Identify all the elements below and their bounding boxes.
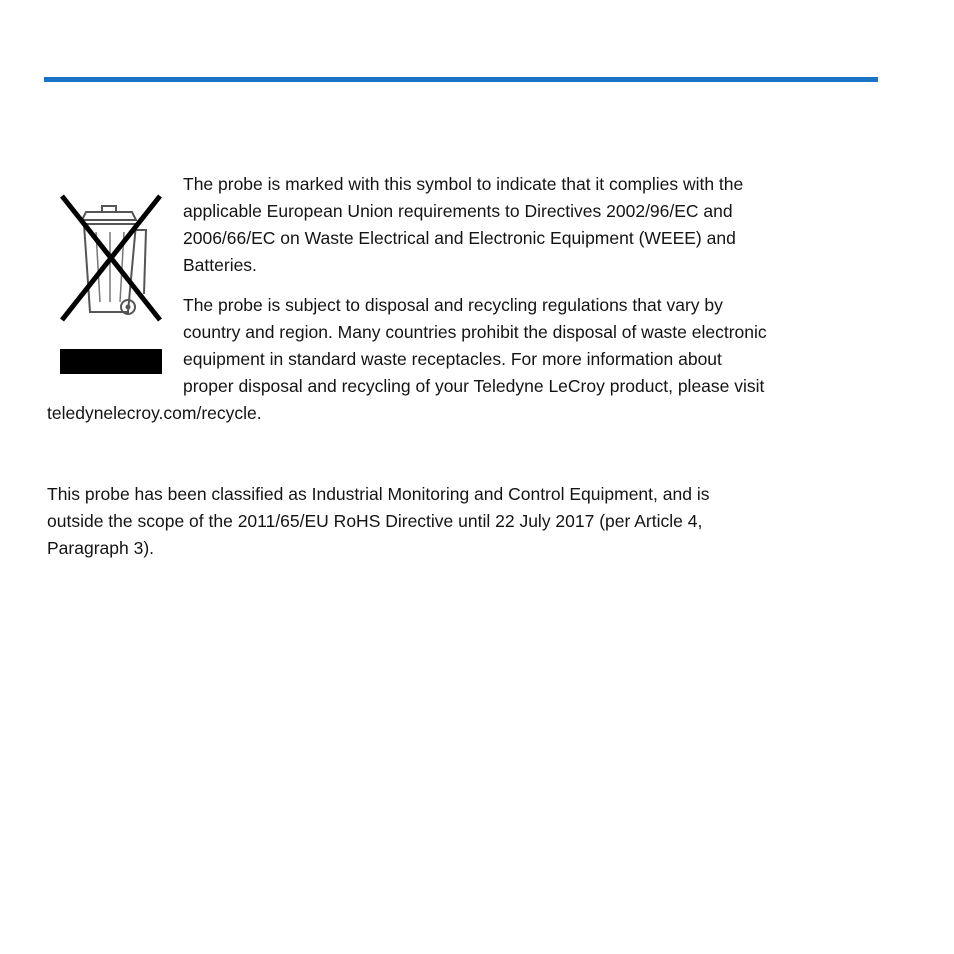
header-rule bbox=[44, 77, 878, 82]
weee-paragraph2-line-4: proper disposal and recycling of your Teledyne LeCroy product, please visit bbox=[183, 376, 765, 396]
recycle-url: teledynelecroy.com/recycle. bbox=[47, 403, 262, 423]
weee-paragraph2-line-3: equipment in standard waste receptacles. For more information about bbox=[183, 349, 722, 369]
weee-paragraph1-line-1: The probe is marked with this symbol to indicate that it complies with the bbox=[183, 174, 744, 194]
rohs-line-1: This probe has been classified as Industrial Monitoring and Control Equipment, and is bbox=[47, 484, 710, 504]
weee-paragraph1-line-3: 2006/66/EC on Waste Electrical and Electronic Equipment (WEEE) and bbox=[183, 228, 736, 248]
rohs-line-3: Paragraph 3). bbox=[47, 538, 155, 558]
weee-paragraph1-line-2: applicable European Union requirements to Directives 2002/96/EC and bbox=[183, 201, 733, 221]
rohs-line-2: outside the scope of the 2011/65/EU RoHS Directive until 22 July 2017 (per Article 4, bbox=[47, 511, 703, 531]
weee-paragraph2-line-2: country and region. Many countries prohibit the disposal of waste electronic bbox=[183, 322, 767, 342]
weee-paragraph1-line-4: Batteries. bbox=[183, 255, 257, 275]
weee-paragraph2-line-1: The probe is subject to disposal and recycling regulations that vary by bbox=[183, 295, 723, 315]
weee-bin-icon bbox=[56, 190, 168, 380]
